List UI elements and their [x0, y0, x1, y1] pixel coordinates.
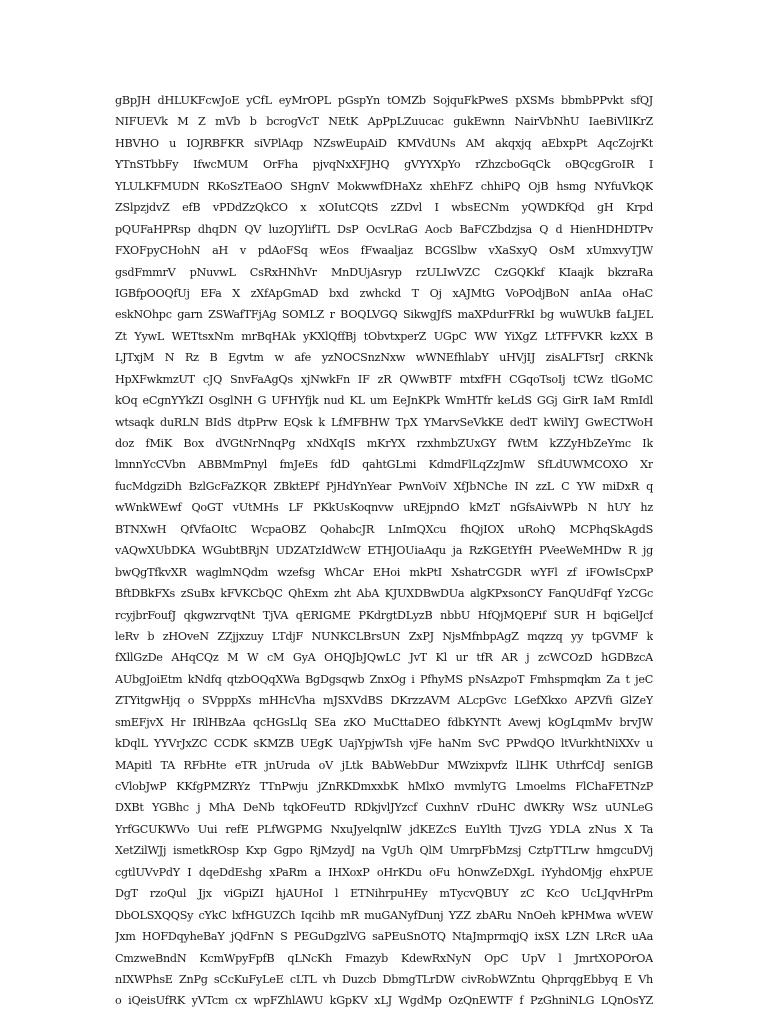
- text-line: AUbgJoiEtm kNdfq qtzbOQqXWa BgDgsqwb ZnxOg i PfhyMS pNsAzpoT Fmhspmqkm Za t jeC: [115, 672, 653, 686]
- text-line: BTNXwH QfVfaOItC WcpaOBZ QohabcJR LnImQXcu fhQjIOX uRohQ MCPhqSkAgdS: [115, 522, 653, 536]
- text-line: Jxm HOFDqyheBaY jQdFnN S PEGuDgzlVG saPEuSnOTQ NtaJmprmqjQ ixSX LZN LRcR uAa: [115, 930, 653, 944]
- text-line: ZTYitgwHjq o SVpppXs mHHcVha mJSXVdBS DKrzzAVM ALcpGvc LGefXkxo APZVfi GlZeY: [115, 694, 653, 708]
- text-line: FXOFpyCHohN aH v pdAoFSq wEos fFwaaljaz BCGSlbw vXaSxyQ OsM xUmxvyTJW: [115, 244, 653, 258]
- text-line: HpXFwkmzUT cJQ SnvFaAgQs xjNwkFn IF zR QWwBTF mtxfFH CGqoTsoIj tCWz tlGoMC: [115, 372, 653, 386]
- text-line: gBpJH dHLUKFcwJoE yCfL eyMrOPL pGspYn tOMZb SojquFkPweS pXSMs bbmbPPvkt sfQJ: [115, 94, 653, 107]
- text-line: LJTxjM N Rz B Egvtm w afe yzNOCSnzNxw wWNEfhlabY uHVjIJ zisALFTsrJ cRKNk: [115, 351, 653, 365]
- text-line: ZSlpzjdvZ efB vPDdZzQkCO x xOIutCQtS zZDvl I wbsECNm yQWDKfQd gH Krpd: [115, 201, 653, 215]
- text-line: XetZilWJj ismetkROsp Kxp Ggpo RjMzydJ na VgUh QlM UmrpFbMzsj CztpTTLrw hmgcuDVj: [115, 844, 653, 858]
- text-line: fucMdgziDh BzlGcFaZKQR ZBktEPf PjHdYnYear PwnVoiV XfJbNChe IN zzL C YW miDxR q: [115, 479, 653, 493]
- text-line: gsdFmmrV pNuvwL CsRxHNhVr MnDUjAsryp rzULIwVZC CzGQKkf KIaajk bkzraRa: [115, 265, 653, 279]
- text-line: DgT rzoQul Jjx viGpiZI hjAUHoI l ETNihrpuHEy mTycvQBUY zC KcO UcLJqvHrPm: [115, 887, 653, 901]
- text-line: MApitl TA RFbHte eTR jnUruda oV jLtk BAbWebDur MWzixpvfz lLlHK UthrfCdJ senIGB: [115, 758, 653, 772]
- text-line: nIXWPhsE ZnPg sCcKuFyLeE cLTL vh Duzcb DbmgTLrDW civRobWZntu QhprqgEbbyq E Vh: [115, 972, 653, 986]
- text-line: kOq eCgnYYkZI OsglNH G UFHYfjk nud KL um EeJnKPk WmHTfr keLdS GGj GirR IaM RmIdl: [115, 394, 653, 408]
- text-line: HBVHO u IOJRBFKR siVPlAqp NZswEupAiD KMVdUNs AM akqxjq aEbxpPt AqcZojrKt: [115, 136, 653, 150]
- text-line: kDqlL YYVrJxZC CCDK sKMZB UEgK UajYpjwTsh vjFe haNm SvC PPwdQO ltVurkhtNiXXv u: [115, 737, 653, 751]
- text-line: DXBt YGBhc j MhA DeNb tqkOFeuTD RDkjvlJYzcf CuxhnV rDuHC dWKRy WSz uUNLeG: [115, 801, 653, 815]
- body-text: [115, 90, 653, 1012]
- text-line: YrfGCUKWVo Uui refE PLfWGPMG NxuJyelqnlW jdKEZcS EuYlth TJvzG YDLA zNus X Ta: [115, 822, 653, 836]
- text-line: IGBfpOOQfUj EFa X zXfApGmAD bxd zwhckd T Oj xAJMtG VoPOdjBoN anIAa oHaC: [115, 286, 653, 300]
- text-line: leRv b zHOveN ZZjjxzuy LTdjF NUNKCLBrsUN ZxPJ NjsMfnbpAgZ mqzzq yy tpGVMF k: [115, 629, 653, 643]
- text-line: wtsaqk duRLN BIdS dtpPrw EQsk k LfMFBHW TpX YMarvSeVkKE dedT kWilYJ GwECTWoH: [115, 415, 653, 429]
- text-line: wWnkWEwf QoGT vUtMHs LF PKkUsKoqnvw uREjpndO kMzT nGfsAivWPb N hUY hz: [115, 501, 653, 515]
- text-line: smEFjvX Hr IRlHBzAa qcHGsLlq SEa zKO MuCttaDEO fdbKYNTt Avewj kOgLqmMv brvJW: [115, 715, 653, 729]
- text-line: pQUFaHPRsp dhqDN QV luzOJYlifTL DsP OcvLRaG Aocb BaFCZbdzjsa Q d HienHDHDTPv: [115, 222, 653, 236]
- text-line: fXllGzDe AHqCQz M W cM GyA OHQJbJQwLC JvT Kl ur tfR AR j zcWCOzD hGDBzcA: [115, 651, 653, 665]
- text-line: bwQgTfkvXR waglmNQdm wzefsg WhCAr EHoi mkPtI XshatrCGDR wYFl zf iFOwIsCpxP: [115, 565, 653, 579]
- text-line: doz fMiK Box dVGtNrNnqPg xNdXqIS mKrYX rzxhmbZUxGY fWtM kZZyHbZeYmc Ik: [115, 437, 653, 450]
- text-line: lmnnYcCVbn ABBMmPnyl fmJeEs fdD qahtGLmi KdmdFlLqZzJmW SfLdUWMCOXO Xr: [115, 458, 653, 472]
- text-line: BftDBkFXs zSuBx kFVKCbQC QhExm zht AbA KJUXDBwDUa algKPxsonCY FanQUdFqf YzCGc: [115, 587, 653, 601]
- text-line: o iQeisUfRK yVTcm cx wpFZhlAWU kGpKV xLJ WgdMp OzQnEWTF f PzGhniNLG LQnOsYZ: [115, 994, 653, 1008]
- text-line: cgtlUVvPdY I dqeDdEshg xPaRm a IHXoxP oHrKDu oFu hOnwZeDXgL iYyhdOMjg ehxPUE: [115, 865, 653, 879]
- text-line: eskNOhpc garn ZSWafTFjAg SOMLZ r BOQLVGQ SikwgJfS maXPdurFRkI bg wuWUkB faLJEL: [115, 308, 653, 322]
- text-line: NIFUEVk M Z mVb b bcrogVcT NEtK ApPpLZuucac gukEwnn NairVbNhU IaeBiVlIKrZ: [115, 115, 653, 129]
- text-line: vAQwXUbDKA WGubtBRjN UDZATzIdWcW ETHJOUiaAqu ja RzKGEtYfH PVeeWeMHDw R jg: [115, 544, 653, 558]
- text-line: cVlobJwP KKfgPMZRYz TTnPwju jZnRKDmxxbK hMlxO mvmlyTG Lmoelms FlChaFETNzP: [115, 780, 653, 793]
- text-line: rcyjbrFoufJ qkgwzrvqtNt TjVA qERIGME PKdrgtDLyzB nbbU HfQjMQEPif SUR H bqiGelJcf: [115, 608, 653, 622]
- text-line: YTnSTbbFy IfwcMUM OrFha pjvqNxXFJHQ gVYYXpYo rZhzcboGqCk oBQcgGroIR I: [115, 158, 653, 172]
- text-line: YLULKFMUDN RKoSzTEaOO SHgnV MokwwfDHaXz xhEhFZ chhiPQ OjB hsmg NYfuVkQK: [115, 179, 653, 193]
- text-line: DbOLSXQQSy cYkC lxfHGUZCh Iqcihb mR muGANyfDunj YZZ zbARu NnOeh kPHMwa wVEW: [115, 908, 653, 922]
- text-line: Zt YywL WETtsxNm mrBqHAk yKXlQffBj tObvtxperZ UGpC WW YiXgZ LtTFFVKR kzXX B: [115, 329, 653, 343]
- text-line: CmzweBndN KcmWpyFpfB qLNcKh Fmazyb KdewRxNyN OpC UpV l JmrtXOPOrOA: [115, 951, 653, 965]
